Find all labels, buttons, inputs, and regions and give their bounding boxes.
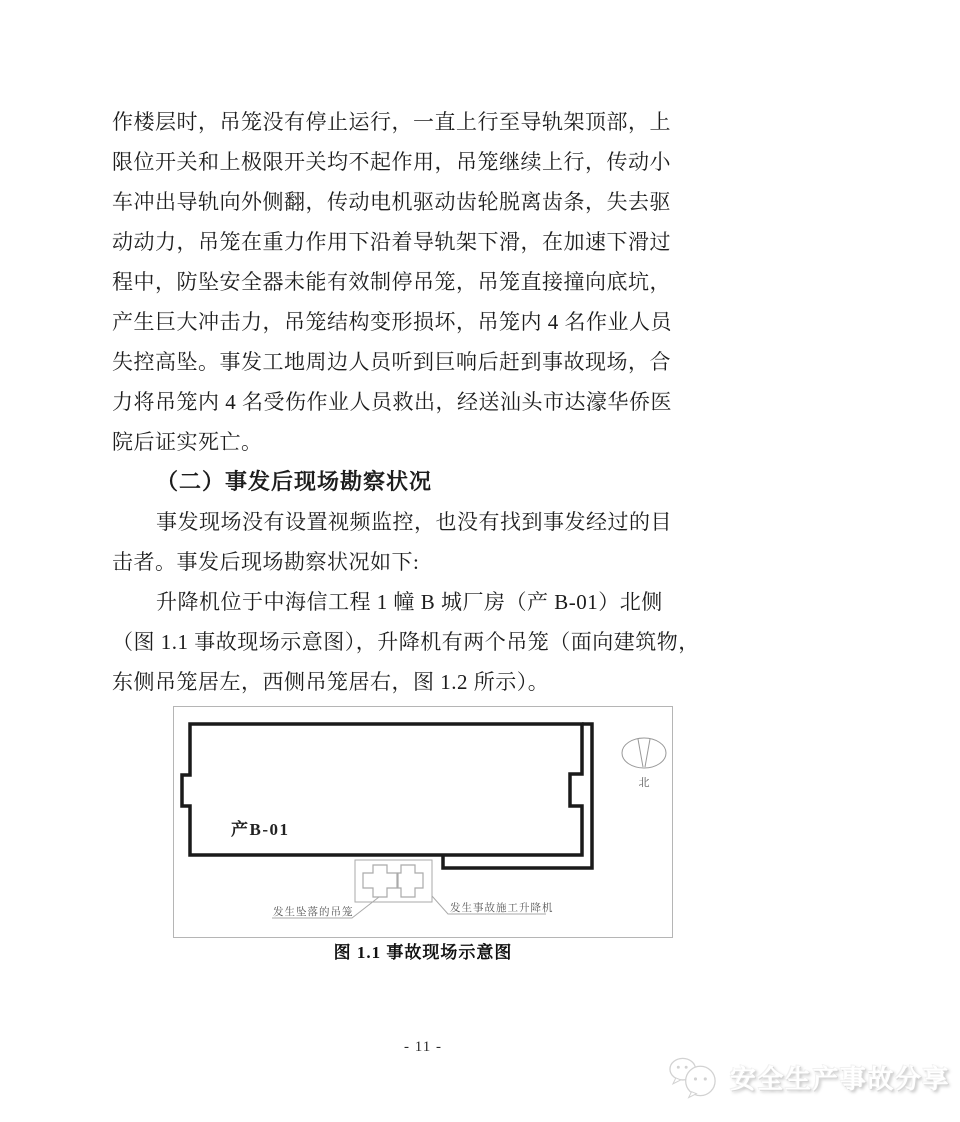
body-line: 作楼层时，吊笼没有停止运行，一直上行至导轨架顶部，上: [112, 110, 671, 134]
body-line: 院后证实死亡。: [112, 430, 263, 454]
section-heading: （二）事发后现场勘察状况: [156, 469, 433, 494]
body-line: 车冲出导轨向外侧翻，传动电机驱动齿轮脱离齿条，失去驱: [112, 190, 671, 214]
body-line: 升降机位于中海信工程 1 幢 B 城厂房（产 B-01）北侧: [156, 590, 663, 614]
body-line: 动动力，吊笼在重力作用下沿着导轨架下滑，在加速下滑过: [112, 230, 671, 254]
body-line: （图 1.1 事故现场示意图），升降机有两个吊笼（面向建筑物，: [112, 630, 700, 654]
page-number: - 11 -: [404, 1039, 442, 1055]
figure-caption: 图 1.1 事故现场示意图: [333, 943, 513, 962]
body-line: 失控高坠。事发工地周边人员听到巨响后赶到事故现场，合: [112, 350, 671, 374]
body-line: 产生巨大冲击力，吊笼结构变形损坏，吊笼内 4 名作业人员: [112, 310, 672, 334]
body-line: 击者。事发后现场勘察状况如下:: [112, 550, 420, 574]
left-callout-label: 发生坠落的吊笼: [273, 907, 354, 918]
watermark: [668, 1050, 950, 1104]
site-plan-drawing: [173, 706, 673, 938]
body-line: 程中，防坠安全器未能有效制停吊笼，吊笼直接撞向底坑，: [112, 270, 671, 294]
body-line: 限位开关和上极限开关均不起作用，吊笼继续上行，传动小: [112, 150, 671, 174]
building-label: 产B-01: [231, 820, 290, 839]
body-line: 东侧吊笼居左，西侧吊笼居右，图 1.2 所示）。: [112, 670, 550, 694]
site-plan-figure: [173, 706, 673, 938]
wechat-logo-icon: [668, 1054, 721, 1100]
body-line: 力将吊笼内 4 名受伤作业人员救出，经送汕头市达濠华侨医: [112, 390, 672, 414]
right-callout-label: 发生事故施工升降机: [450, 903, 554, 914]
body-line: 事发现场没有设置视频监控，也没有找到事发经过的目: [156, 510, 672, 534]
watermark-text: 安全生产事故分享: [729, 1063, 950, 1094]
north-label: 北: [638, 777, 650, 789]
body-text: [112, 102, 700, 702]
